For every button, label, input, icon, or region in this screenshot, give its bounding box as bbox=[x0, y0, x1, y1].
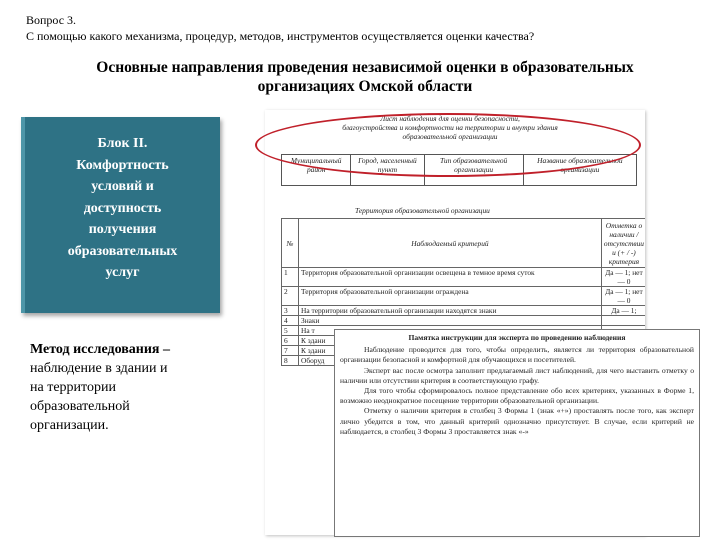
col-num-header: № bbox=[282, 219, 299, 268]
row-num: 4 bbox=[282, 316, 299, 326]
row-text: К здани bbox=[299, 346, 602, 356]
memo-paragraph: Для того чтобы сформировалось полное представление обо всех критериях, указанных в Форме 1, возможно неоднократное посещение территории образовательной организации. bbox=[340, 386, 694, 406]
row-text: На территории образовательной организации находятся знаки bbox=[299, 306, 602, 316]
page-title-line: Основные направления проведения независимой оценки в образовательных bbox=[96, 59, 634, 76]
col-mark-header: Отметка о наличии / отсутствии и (+ / -) критерия bbox=[601, 219, 645, 268]
row-num: 6 bbox=[282, 336, 299, 346]
block-line: получения bbox=[88, 222, 157, 237]
row-text: На т bbox=[299, 326, 602, 336]
row-num: 8 bbox=[282, 356, 299, 366]
memo-paragraph: Отметку о наличии критерия в столбец 3 Формы 1 (знак «+») проставлять после того, как эксперт лично убедится в том, что данный критерий однозначно присутствует. В случае, если критерий не наблюдается, в столбец 3 Формы 3 проставляется знак «-» bbox=[340, 406, 694, 436]
highlight-ellipse bbox=[255, 113, 641, 177]
row-num: 3 bbox=[282, 306, 299, 316]
block-line: Блок II. bbox=[97, 136, 148, 151]
question-text: С помощью какого механизма, процедур, методов, инструментов осуществляется оценки качества? bbox=[26, 29, 535, 43]
row-mark: Да — 1; нет — 0 bbox=[601, 287, 645, 306]
table-row bbox=[282, 287, 646, 306]
row-num: 7 bbox=[282, 346, 299, 356]
col-criterion-header: Наблюдаемый критерий bbox=[299, 219, 602, 268]
row-num: 5 bbox=[282, 326, 299, 336]
row-num: 2 bbox=[282, 287, 299, 306]
instruction-memo-image bbox=[334, 329, 700, 537]
block-line: Комфортность bbox=[76, 157, 169, 173]
row-text: Территория образовательной организации освещена в темное время суток bbox=[299, 268, 602, 287]
row-mark: Да — 1; bbox=[601, 306, 645, 316]
memo-paragraph: Наблюдение проводится для того, чтобы определить, является ли территория образовательной организации безопасной и комфортной для обучающихся и посетителей. bbox=[340, 345, 694, 365]
table-row bbox=[282, 316, 646, 326]
row-num: 1 bbox=[282, 268, 299, 287]
sheet-header-line: благоустройства и комфортности на территории и внутри здания bbox=[342, 123, 558, 132]
row-text: Оборуд bbox=[299, 356, 602, 366]
method-line: на территории bbox=[30, 380, 116, 395]
sheet-header-line: образовательной организации bbox=[402, 132, 498, 141]
row-text: Знаки bbox=[299, 316, 602, 326]
block-line: услуг bbox=[105, 265, 140, 280]
block-line: доступность bbox=[83, 200, 162, 216]
method-line: организации. bbox=[30, 418, 109, 433]
method-text bbox=[30, 340, 230, 435]
page-title-line: организациях Омской области bbox=[257, 78, 473, 95]
muni-header: Город, населенный пункт bbox=[351, 155, 424, 186]
table-row bbox=[282, 268, 646, 287]
block-card bbox=[21, 117, 220, 313]
block-line: условий и bbox=[91, 179, 154, 194]
page-title bbox=[40, 58, 690, 96]
method-line: образовательной bbox=[30, 399, 130, 414]
muni-header: Название образовательной организации bbox=[523, 155, 636, 186]
memo-title: Памятка инструкции для эксперта по проведению наблюдения bbox=[408, 333, 626, 342]
table-row bbox=[282, 306, 646, 316]
row-text: Территория образовательной организации ограждена bbox=[299, 287, 602, 306]
muni-header: Муниципальный район bbox=[282, 155, 351, 186]
row-mark: Да — 1; нет — 0 bbox=[601, 268, 645, 287]
question-number: Вопрос 3. bbox=[26, 13, 77, 27]
memo-paragraph: Эксперт вас после осмотра заполнит предлагаемый лист наблюдений, для чего выставить отметку о наличии или отсутствии критерия в соответствующую графу. bbox=[340, 365, 694, 385]
row-text: К здани bbox=[299, 336, 602, 346]
method-heading: Метод исследования – bbox=[30, 342, 170, 357]
muni-header: Тип образовательной организации bbox=[424, 155, 523, 186]
territory-title: Территория образовательной организации bbox=[355, 206, 490, 215]
row-mark bbox=[601, 316, 645, 326]
sheet-header-line: Лист наблюдения для оценки безопасности, bbox=[380, 114, 520, 123]
method-line: наблюдение в здании и bbox=[30, 361, 168, 376]
block-line: образовательных bbox=[67, 243, 178, 259]
